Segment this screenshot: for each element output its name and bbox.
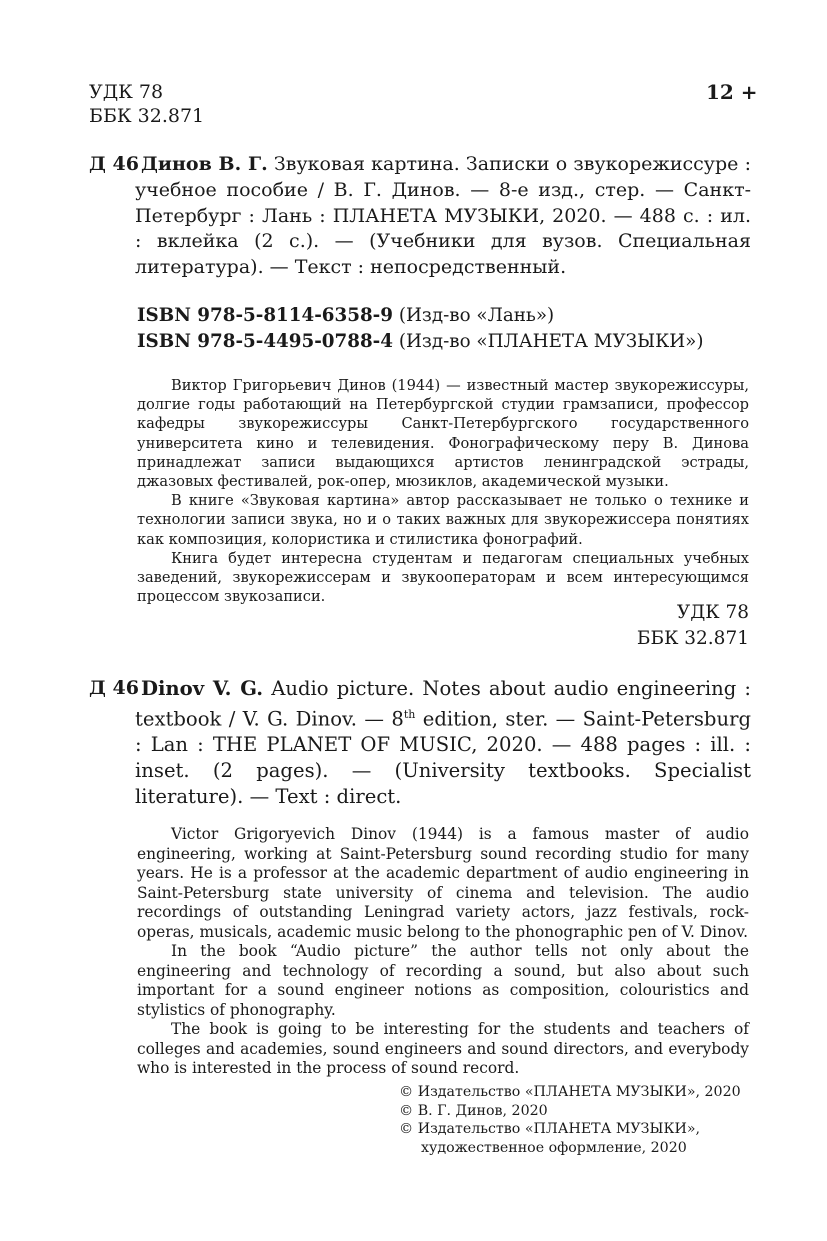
header-udk: УДК 78	[89, 81, 164, 103]
copyright-line-4: художественное оформление, 2020	[421, 1139, 687, 1156]
header-bbk: ББК 32.871	[89, 105, 205, 127]
classification-udk: УДК 78	[676, 602, 749, 623]
annotation-ru-paragraph-1: Виктор Григорьевич Динов (1944) — известный мастер звукорежиссуры, долгие годы работающий на Петербургской студии грамзаписи, профессор кафедры звукорежиссуры Санкт-Петербургского государственного университета кино и телевидения. Фонографическому перу В. Динова принадлежат записи выдающихся артистов ленинградской эстрады, джазовых фестивалей, рок-опер, мюзиклов, академической музыки.	[137, 377, 749, 491]
isbn-line-1	[137, 303, 703, 329]
classification-bbk: ББК 32.871	[636, 628, 749, 649]
isbn-block	[137, 303, 703, 355]
author-name-ru: Динов В. Г.	[141, 153, 268, 175]
annotation-en-paragraph-1: Victor Grigoryevich Dinov (1944) is a famous master of audio engineering, working at Saint-Petersburg sound recording studio for many years. He is a professor at the academic department of audio engineering in Saint-Petersburg state university of cinema and television. The audio recordings of outstanding Leningrad variety actors, jazz festivals, rock-operas, musicals, academic music belong to the phonographic pen of V. Dinov.	[137, 825, 749, 941]
isbn-number-1: ISBN 978-5-8114-6358-9	[137, 305, 393, 326]
entry-body-en	[135, 676, 751, 810]
isbn-number-2: ISBN 978-5-4495-0788-4	[137, 331, 393, 352]
bibliographic-entry-en	[89, 676, 751, 810]
copyright-line-3: © Издательство «ПЛАНЕТА МУЗЫКИ»,	[399, 1121, 701, 1138]
annotation-ru-paragraph-2: В книге «Звуковая картина» автор рассказывает не только о технике и технологии записи звука, но и о таких важных для звукорежиссера понятиях как композиция, колористика и стилистика фонографий.	[137, 492, 749, 548]
annotation-en	[137, 825, 749, 1079]
entry-text-ru: Звуковая картина. Записки о звукорежиссуре : учебное пособие / В. Г. Динов. — 8-е изд., стер. — Санкт-Петербург : Лань : ПЛАНЕТА МУЗЫКИ, 2020. — 488 с. : ил. : вклейка (2 с.). — (Учебники для вузов. Специальная литература). — Текст : непосредственный.	[135, 153, 751, 279]
age-rating: 12 +	[706, 80, 758, 104]
entry-text-en-part-2: edition, ster. — Saint-Petersburg : Lan : THE PLANET OF MUSIC, 2020. — 488 pages : ill. : inset. (2 pages). — (University textbooks. Specialist literature). — Text : direct.	[135, 707, 751, 808]
copyright-line-1: © Издательство «ПЛАНЕТА МУЗЫКИ», 2020	[399, 1084, 741, 1100]
entry-body-ru	[135, 152, 751, 281]
annotation-en-paragraph-3: The book is going to be interesting for the students and teachers of colleges and academies, sound engineers and sound directors, and everybody who is interested in the process of sound record.	[137, 1020, 749, 1077]
isbn-publisher-2: (Изд-во «ПЛАНЕТА МУЗЫКИ»)	[398, 331, 704, 352]
bibliographic-entry-ru	[89, 152, 751, 281]
entry-text-en-part-1: Audio picture. Notes about audio engineering : textbook / V. G. Dinov. — 8	[135, 677, 751, 731]
copyright-line-2: © В. Г. Динов, 2020	[399, 1102, 548, 1119]
annotation-en-paragraph-2: In the book “Audio picture” the author tells not only about the engineering and technology of recording a sound, but also about such important for a sound engineer notions as composition, colouristics and stylistics of phonography.	[137, 942, 749, 1019]
isbn-publisher-1: (Изд-во «Лань»)	[398, 305, 555, 326]
author-mark-ru: Д 46	[89, 153, 139, 175]
annotation-ru-paragraph-3: Книга будет интересна студентам и педагогам специальных учебных заведений, звукорежиссерам и звукооператорам и всем интересующимся процессом звукозаписи.	[137, 549, 749, 606]
edition-superscript: th	[403, 707, 416, 721]
isbn-line-2	[137, 329, 703, 355]
header-classification	[89, 80, 204, 128]
author-name-en: Dinov V. G.	[141, 677, 264, 700]
copyright-block	[399, 1083, 741, 1157]
annotation-ru	[137, 376, 749, 606]
classification-codes	[600, 600, 749, 652]
author-mark-en: Д 46	[89, 677, 139, 699]
